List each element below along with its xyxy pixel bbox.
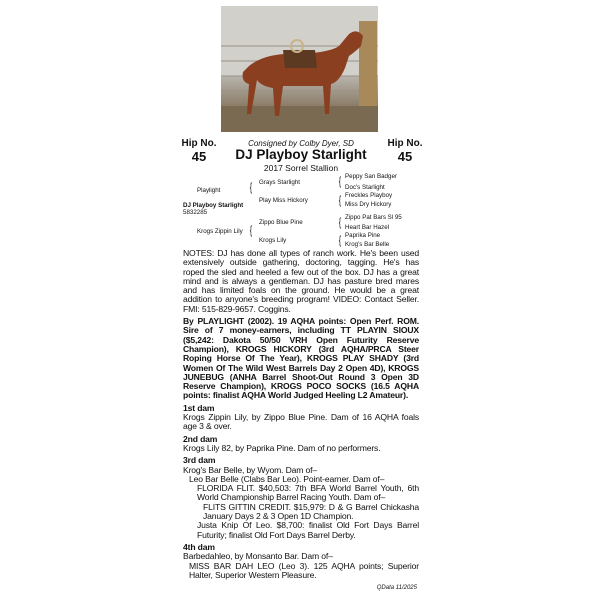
hip-num-right: 45 <box>397 149 413 164</box>
horse-description: 2017 Sorrel Stallion <box>263 163 339 173</box>
pedigree-sire-dam: Play Miss Hickory <box>259 197 308 204</box>
catalog-page <box>181 0 423 600</box>
pedigree-brace: { <box>249 180 253 194</box>
third-dam-produce-1: Leo Bar Belle (Clabs Bar Leo). Point-earner. Dam of– <box>189 473 385 484</box>
horse-photo <box>221 6 378 132</box>
third-dam-produce-2: FLORIDA FLIT. $40,503: 7th BFA World Barrel Youth, 6th World Championship Barrel Racing Youth. Dam of– <box>197 483 419 503</box>
third-dam-produce-4: Justa Knip Of Leo. $8,700: finalist Old Fort Days Barrel Futurity; finalist Old Fort Days Barrel Derby. <box>197 520 419 540</box>
pedigree-brace: { <box>338 193 342 207</box>
pedigree-subject: DJ Playboy Starlight <box>183 202 244 209</box>
horse-name: DJ Playboy Starlight <box>235 147 367 162</box>
third-dam-heading: 3rd dam <box>183 455 216 466</box>
hip-num-left: 45 <box>191 149 207 164</box>
pedigree-brace: { <box>338 174 342 188</box>
pedigree-dam-dam: Krogs Lily <box>259 237 287 244</box>
footer-credit: QData 11/2025 <box>376 585 417 591</box>
consignor: Consigned by Colby Dyer, SD <box>248 139 354 148</box>
pedigree-sire: Playlight <box>197 187 221 194</box>
third-dam-produce-3: FLITS GITTIN CREDIT. $15,979: D & G Barrel Chickasha January Days 2 & 3 Open 1D Champion. <box>203 501 419 522</box>
fourth-dam-text: Barbedahleo, by Monsanto Bar. Dam of– <box>183 551 333 562</box>
pedigree-ggs-2: Doc's Starlight <box>345 184 385 191</box>
third-dam-text: Krog's Bar Belle, by Wyom. Dam of– <box>183 464 318 475</box>
first-dam-heading: 1st dam <box>183 402 215 413</box>
pedigree-chart <box>183 172 419 250</box>
second-dam-text: Krogs Lily 82, by Paprika Pine. Dam of no performers. <box>183 442 381 453</box>
pedigree-brace: { <box>338 215 342 229</box>
fourth-dam-heading: 4th dam <box>183 541 215 552</box>
pedigree-ggs-8: Krog's Bar Belle <box>345 241 390 248</box>
hip-label-left: Hip No. <box>181 138 217 149</box>
pedigree-ggs-1: Peppy San Badger <box>345 173 397 180</box>
pedigree-ggs-4: Miss Dry Hickory <box>345 201 392 208</box>
second-dam-heading: 2nd dam <box>183 433 218 444</box>
pedigree-dam: Krogs Zippin Lily <box>197 228 243 235</box>
sire-paragraph: By PLAYLIGHT (2002). 19 AQHA points: Open Perf. ROM. Sire of 7 money-earners, including TT PLAYIN SIOUX ($5,242: Dakota 50/50 VRH Open Futurity Reserve Champion), KROGS HICKORY (3rd AQHA/PRCA Steer Roping Horse Of The Year), KROGS PLAY SHADY (3rd Women Of The Wild West Barrels Day 2 Open 4D), KROGS JUNEBUG (ANHA Barrel Shoot-Out Round 3 Open 3D Reserve Champion), KROGS POCO SOCKS (16.5 AQHA points: finalist AQHA World Judged Heeling L2 Amateur). <box>183 316 419 401</box>
catalog-body <box>183 249 419 580</box>
pedigree-reg: 5832285 <box>183 209 208 216</box>
pedigree-brace: { <box>338 233 342 247</box>
hip-label-right: Hip No. <box>387 138 423 149</box>
fourth-dam-produce-1: MISS BAR DAH LEO (Leo 3). 125 AQHA points; Superior Halter, Superior Western Pleasure. <box>189 560 419 580</box>
pedigree-ggs-7: Paprika Pine <box>345 232 381 239</box>
pedigree-ggs-5: Zippo Pat Bars Sl 95 <box>345 214 402 221</box>
pedigree-dam-sire: Zippo Blue Pine <box>259 219 303 226</box>
pedigree-ggs-6: Heart Bar Hazel <box>345 224 390 231</box>
pedigree-brace: { <box>249 223 253 237</box>
pedigree-sire-sire: Grays Starlight <box>259 179 300 186</box>
notes-paragraph: NOTES: DJ has done all types of ranch work. He's been used extensively outside gathering, doctoring, tagging. He's has roped the sled and heeled a few out of the box. DJ has a great mind and is always a gentleman. DJ has pasture bred mares and has limited foals on the ground. He would be a great addition to anyone's breeding program! VIDEO: Contact Seller. FMI: 515-829-9657. Coggins. <box>183 248 419 314</box>
first-dam-text: Krogs Zippin Lily, by Zippo Blue Pine. Dam of 16 AQHA foals age 3 & over. <box>183 412 419 432</box>
pedigree-ggs-3: Freckles Playboy <box>345 192 393 199</box>
